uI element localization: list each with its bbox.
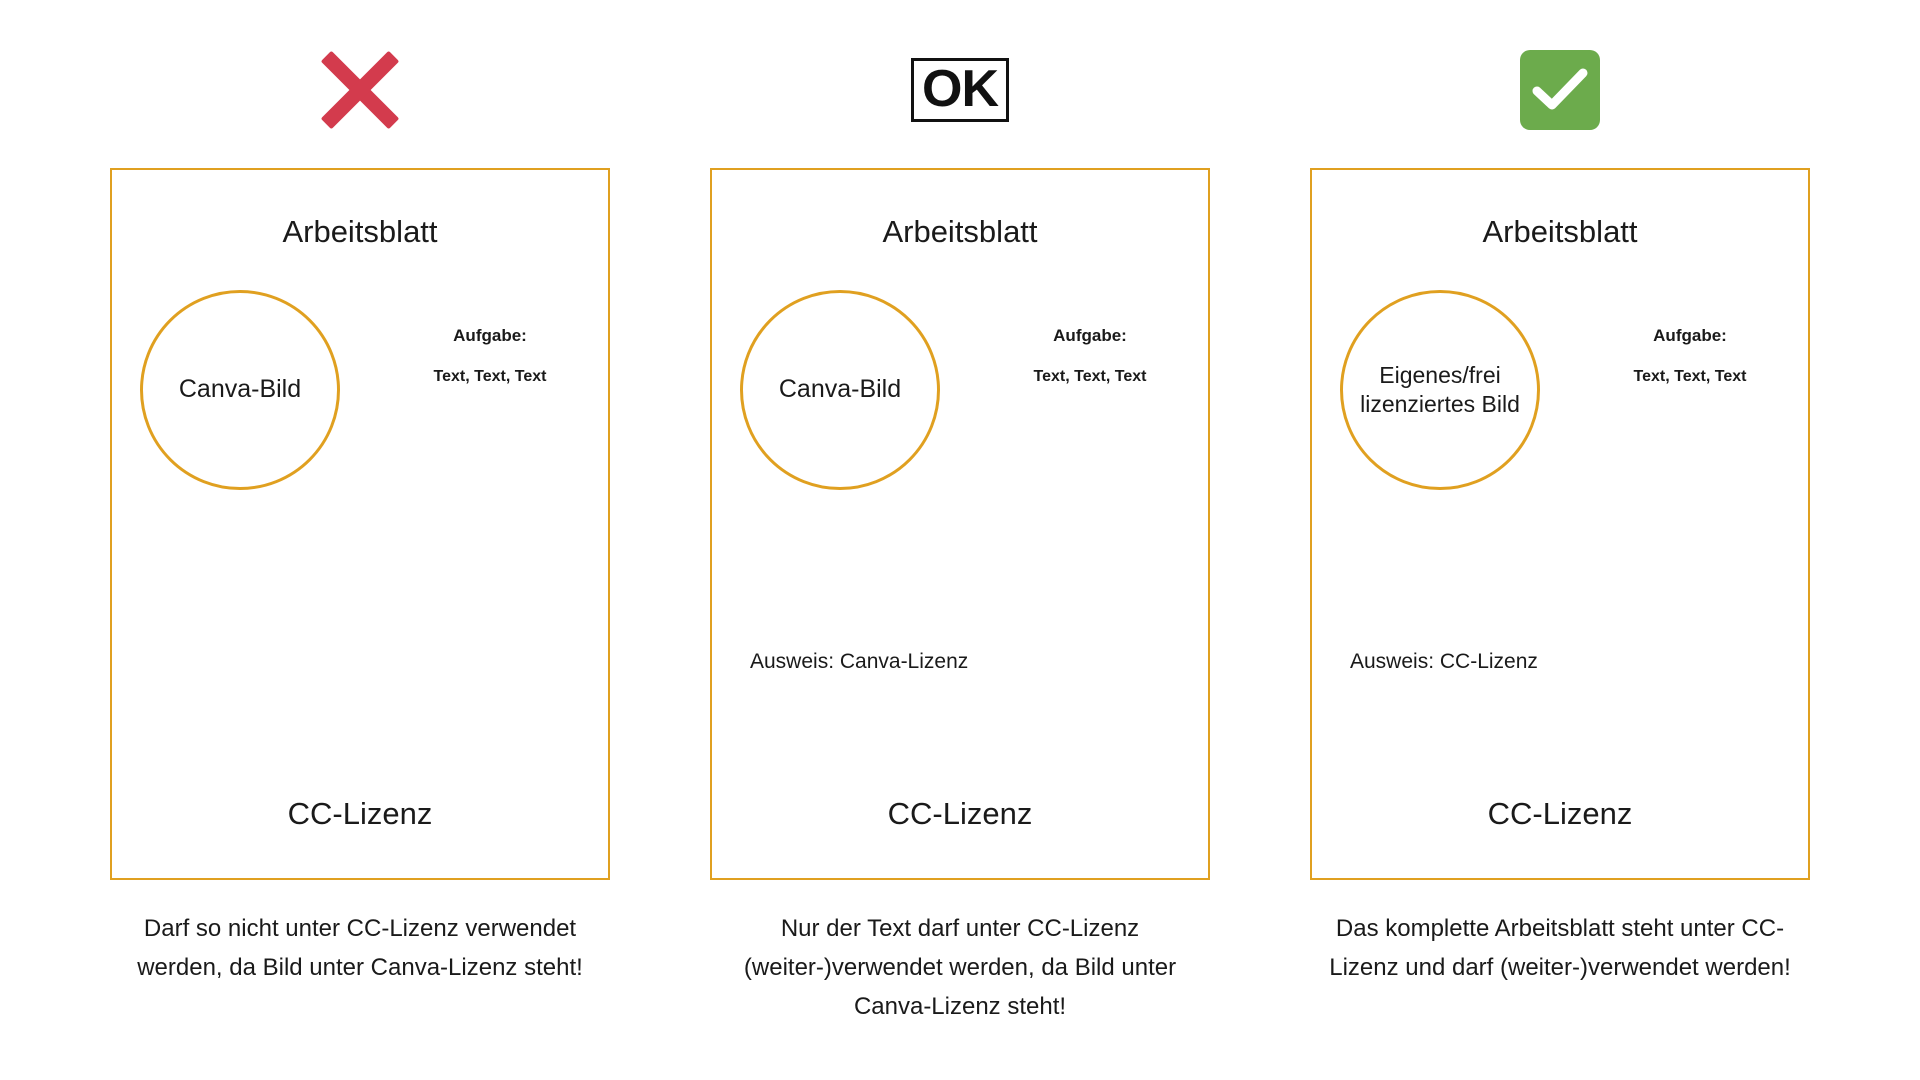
image-placeholder-circle [740, 290, 940, 490]
task-block [380, 326, 600, 386]
image-placeholder-circle [140, 290, 340, 490]
worksheet-2 [710, 168, 1210, 880]
worksheet-license-footer: CC-Lizenz [287, 796, 433, 831]
task-text: Text, Text, Text [1033, 368, 1147, 385]
column-not-allowed [80, 30, 640, 988]
worksheet-3 [1310, 168, 1810, 880]
image-placeholder-circle [1340, 290, 1540, 490]
task-text: Text, Text, Text [433, 368, 547, 385]
worksheet-license-footer: CC-Lizenz [1487, 796, 1633, 831]
column-allowed [1280, 30, 1840, 988]
status-indicator-1 [317, 30, 403, 150]
task-text: Text, Text, Text [1633, 368, 1747, 385]
license-note: Ausweis: CC-Lizenz [1350, 650, 1538, 673]
green-check-icon [1520, 50, 1600, 130]
image-placeholder-label: Canva-Bild [178, 375, 302, 404]
worksheet-title: Arbeitsblatt [1482, 214, 1638, 249]
task-title: Aufgabe: [453, 326, 527, 345]
task-block [1580, 326, 1800, 386]
column-caption: Nur der Text darf unter CC-Lizenz (weiter-)verwendet werden, da Bild unter Canva-Lizenz steht! [743, 915, 1177, 1020]
worksheet-license-footer: CC-Lizenz [887, 796, 1033, 831]
image-placeholder-label: Eigenes/frei lizenziertes Bild [1360, 362, 1520, 417]
worksheet-1 [110, 168, 610, 880]
column-caption: Das komplette Arbeitsblatt steht unter CC-Lizenz und darf (weiter-)verwendet werden! [1329, 915, 1791, 981]
task-block [980, 326, 1200, 386]
worksheet-body [112, 282, 608, 502]
task-title: Aufgabe: [1053, 326, 1127, 345]
worksheet-title: Arbeitsblatt [282, 214, 438, 249]
license-note: Ausweis: Canva-Lizenz [750, 650, 969, 673]
column-text-only-ok [680, 30, 1240, 1027]
worksheet-body [712, 282, 1208, 673]
status-indicator-2 [911, 30, 1009, 150]
task-title: Aufgabe: [1653, 326, 1727, 345]
worksheet-title: Arbeitsblatt [882, 214, 1038, 249]
column-caption: Darf so nicht unter CC-Lizenz verwendet werden, da Bild unter Canva-Lizenz steht! [137, 915, 583, 981]
ok-box-icon: OK [911, 58, 1009, 122]
status-indicator-3 [1520, 30, 1600, 150]
image-placeholder-label: Canva-Bild [778, 375, 902, 404]
worksheet-body [1312, 282, 1808, 673]
red-cross-icon [317, 47, 403, 133]
